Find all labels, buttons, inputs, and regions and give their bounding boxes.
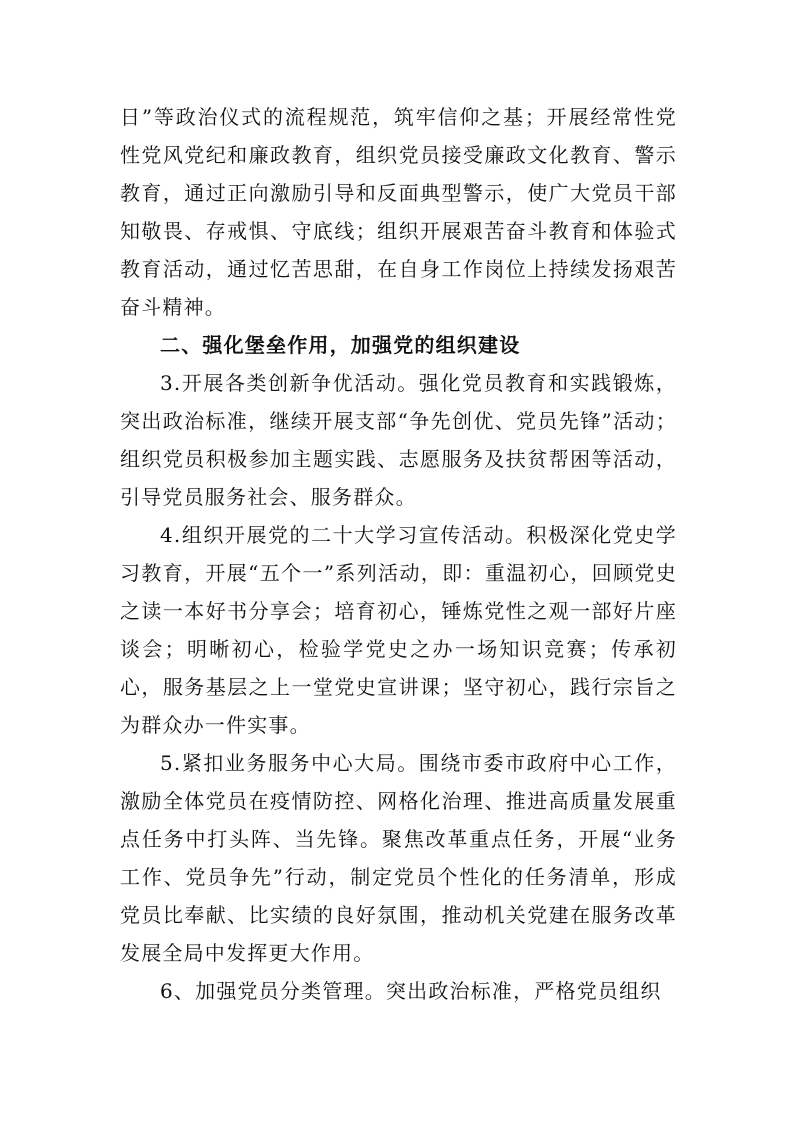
body-paragraph-4: 4.组织开展党的二十大学习宣传活动。积极深化党史学习教育，开展“五个一”系列活动，即：重温初心，回顾党史之读一本好书分享会；培育初心，锤炼党性之观一部好片座谈会；明晰初心，检验学党史之办一场知识竞赛；传承初心，服务基层之上一堂党史宣讲课；坚守初心，践行宗旨之为群众办一件实事。 bbox=[120, 523, 677, 737]
section-heading: 二、强化堡垒作用，加强党的组织建设 bbox=[160, 333, 521, 357]
continuation-paragraph: 日”等政治仪式的流程规范，筑牢信仰之基；开展经常性党性党风党纪和廉政教育，组织党员接受廉政文化教育、警示教育，通过正向激励引导和反面典型警示，使广大党员干部知敬畏、存戒惧、守底线；组织开展艰苦奋斗教育和体验式教育活动，通过忆苦思甜，在自身工作岗位上持续发扬艰苦奋斗精神。 bbox=[120, 105, 677, 319]
body-paragraph-5: 5.紧扣业务服务中心大局。围绕市委市政府中心工作，激励全体党员在疫情防控、网格化治理、推进高质量发展重点任务中打头阵、当先锋。聚焦改革重点任务，开展“业务工作、党员争先”行动，制定党员个性化的任务清单，形成党员比奉献、比实绩的良好氛围，推动机关党建在服务改革发展全局中发挥更大作用。 bbox=[120, 751, 677, 965]
body-paragraph-6: 6、加强党员分类管理。突出政治标准，严格党员组织 bbox=[160, 979, 662, 1003]
body-paragraph-3: 3.开展各类创新争优活动。强化党员教育和实践锻炼，突出政治标准，继续开展支部“争先创优、党员先锋”活动；组织党员积极参加主题实践、志愿服务及扶贫帮困等活动，引导党员服务社会、服务群众。 bbox=[120, 371, 677, 509]
